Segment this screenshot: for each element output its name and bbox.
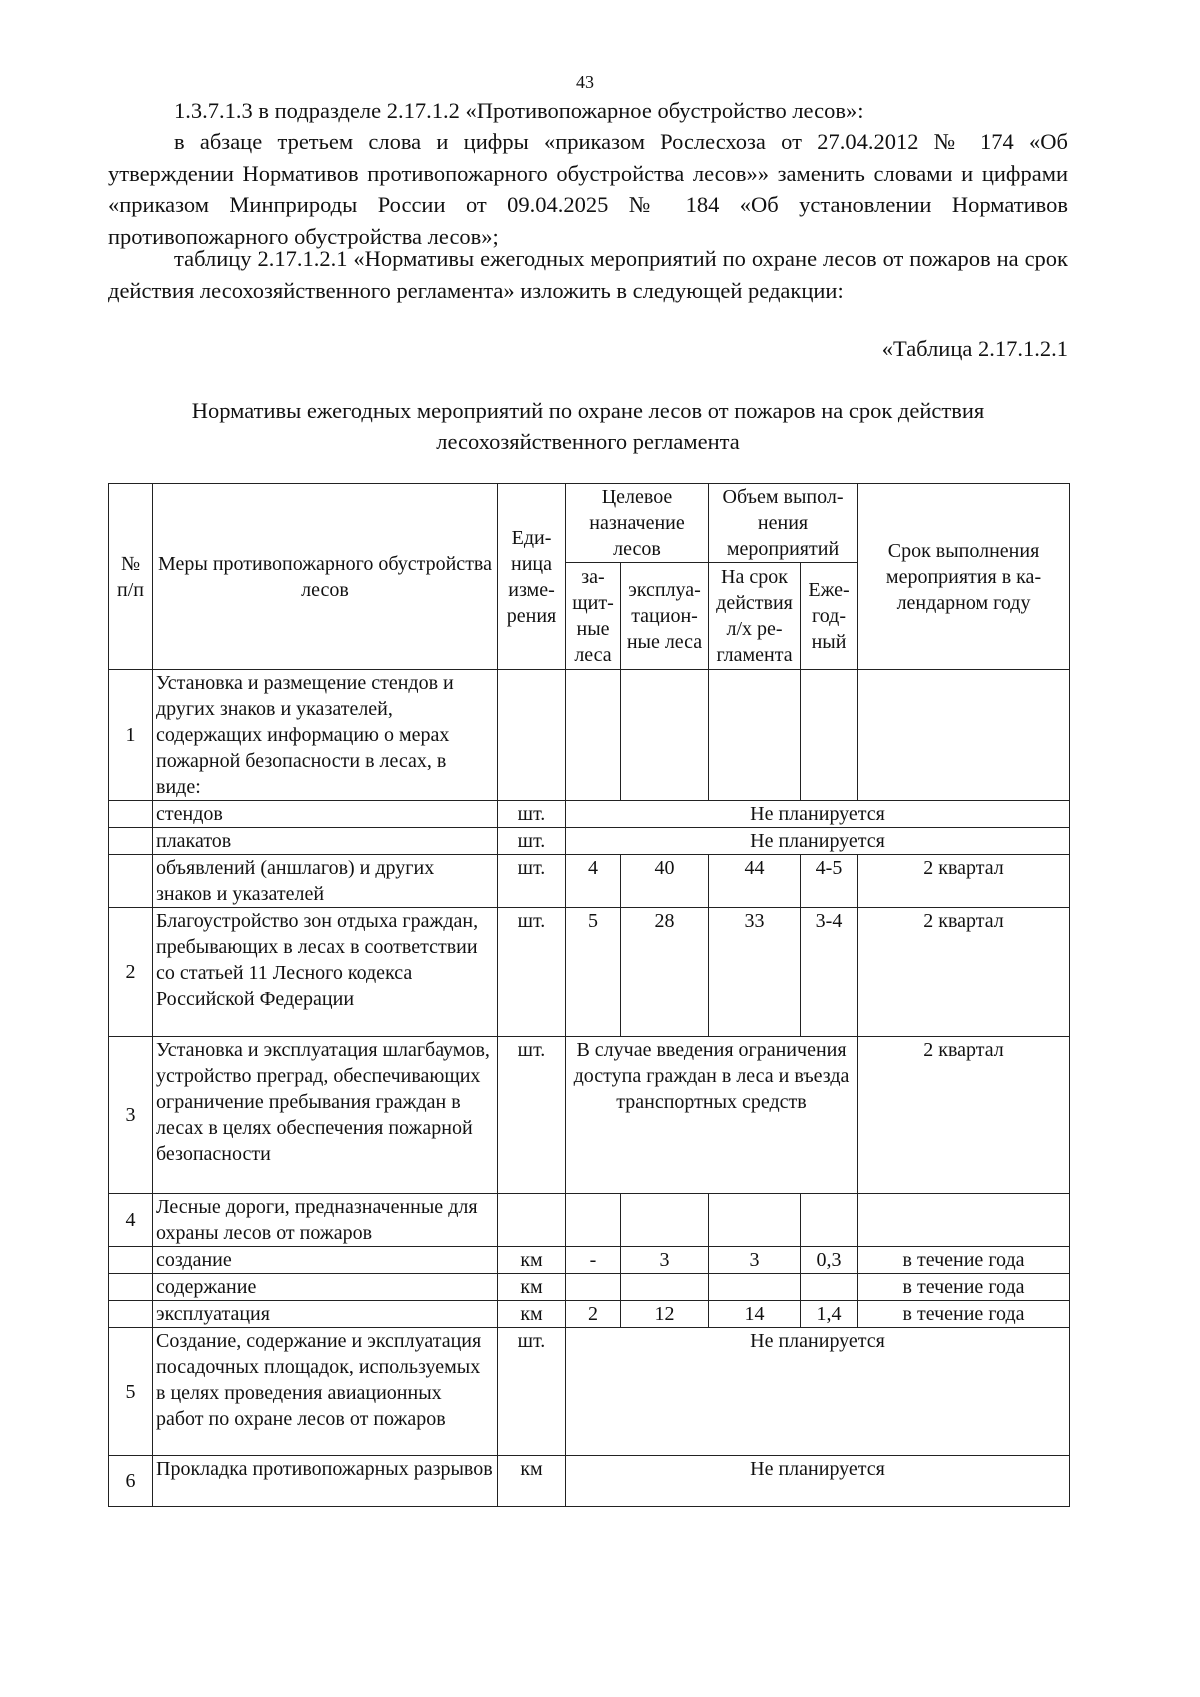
row-not-planned: Не планируется [566,828,1070,855]
row-unit: шт. [498,908,566,1037]
table-row [109,908,1070,1037]
row-not-planned: Не планируется [566,1328,1070,1456]
row-unit [498,670,566,801]
row-deadline: в течение года [858,1301,1070,1328]
row-annual [801,1194,858,1247]
row-number [109,1247,153,1274]
row-number: 3 [109,1037,153,1194]
header-exploitation: эксплуа-тацион-ные леса [621,563,709,670]
table-row [109,1247,1070,1274]
row-exploitation [621,1194,709,1247]
header-protective: за-щит-ные леса [566,563,621,670]
row-deadline: в течение года [858,1247,1070,1274]
row-protective [566,670,621,801]
row-exploitation: 12 [621,1301,709,1328]
row-unit [498,1194,566,1247]
row-protective: 5 [566,908,621,1037]
row-number: 2 [109,908,153,1037]
row-term-total [709,670,801,801]
row-number [109,1301,153,1328]
row-annual: 0,3 [801,1247,858,1274]
row-unit: шт. [498,1037,566,1194]
page-number: 43 [576,72,594,92]
row-term-total: 14 [709,1301,801,1328]
paragraph: таблицу 2.17.1.2.1 «Нормативы ежегодных мероприятий по охране лесов от пожаров на срок действия лесохозяйственного регламента» изложить в следующей редакции: [108,246,1068,303]
row-deadline: 2 квартал [858,1037,1070,1194]
table-row [109,855,1070,908]
row-annual: 3-4 [801,908,858,1037]
row-condition: В случае введения ограничения доступа граждан в леса и въезда транспортных средств [566,1037,858,1194]
table-row [109,1194,1070,1247]
row-number [109,801,153,828]
row-unit: шт. [498,801,566,828]
row-measure: объявлений (аншлагов) и других знаков и указателей [153,855,498,908]
header-measure: Меры противопожарного обустройства лесов [153,484,498,670]
row-unit: шт. [498,828,566,855]
row-measure: Лесные дороги, предназначенные для охраны лесов от пожаров [153,1194,498,1247]
row-exploitation: 3 [621,1247,709,1274]
row-protective: - [566,1247,621,1274]
row-deadline: 2 квартал [858,908,1070,1037]
row-measure: создание [153,1247,498,1274]
row-protective [566,1274,621,1301]
row-deadline: 2 квартал [858,855,1070,908]
row-number: 6 [109,1456,153,1507]
row-term-total [709,1274,801,1301]
row-annual [801,670,858,801]
row-number [109,855,153,908]
row-unit: км [498,1456,566,1507]
table-row [109,828,1070,855]
row-deadline: в течение года [858,1274,1070,1301]
table-title: Нормативы ежегодных мероприятий по охране лесов от пожаров на срок действия лесохозяйственного регламента [191,398,985,454]
header-volume: Объем выпол-нения мероприятий [709,484,858,563]
row-measure: Установка и эксплуатация шлагбаумов, устройство преград, обеспечивающих ограничение пребывания граждан в лесах в целях обеспечения пожарной безопасности [153,1037,498,1194]
row-exploitation: 40 [621,855,709,908]
row-measure: Создание, содержание и эксплуатация посадочных площадок, используемых в целях проведения авиационных работ по охране лесов от пожаров [153,1328,498,1456]
row-deadline [858,670,1070,801]
row-measure: Установка и размещение стендов и других знаков и указателей, содержащих информацию о мерах пожарной безопасности в лесах, в виде: [153,670,498,801]
row-not-planned: Не планируется [566,1456,1070,1507]
header-term-total: На срок действия л/х ре-гламента [709,563,801,670]
header-purpose: Целевое назначение лесов [566,484,709,563]
row-number: 1 [109,670,153,801]
row-protective: 4 [566,855,621,908]
row-protective [566,1194,621,1247]
table-row [109,670,1070,801]
row-number [109,1274,153,1301]
row-measure: плакатов [153,828,498,855]
header-annual: Еже-год-ный [801,563,858,670]
table-row [109,1456,1070,1507]
row-term-total: 33 [709,908,801,1037]
row-term-total: 44 [709,855,801,908]
header-deadline: Срок выполнения мероприятия в ка-лендарном году [858,484,1070,670]
row-annual: 1,4 [801,1301,858,1328]
row-number: 4 [109,1194,153,1247]
row-not-planned: Не планируется [566,801,1070,828]
row-exploitation [621,670,709,801]
header-unit: Еди-ница изме-рения [498,484,566,670]
row-measure: эксплуатация [153,1301,498,1328]
row-annual: 4-5 [801,855,858,908]
row-unit: км [498,1301,566,1328]
row-unit: км [498,1274,566,1301]
row-unit: шт. [498,1328,566,1456]
table-row [109,1037,1070,1194]
row-term-total: 3 [709,1247,801,1274]
paragraph: в абзаце третьем слова и цифры «приказом Рослесхоза от 27.04.2012 № 174 «Об утверждении Нормативов противопожарного обустройства лесов»» заменить словами и цифрами «приказом Минприроды России от 09.04.2025 № 184 «Об установлении Нормативов противопожарного обустройства лесов»; [108,129,1068,249]
row-number [109,828,153,855]
row-deadline [858,1194,1070,1247]
row-protective: 2 [566,1301,621,1328]
table-row [109,801,1070,828]
row-term-total [709,1194,801,1247]
table-row [109,1274,1070,1301]
table-row [109,1301,1070,1328]
row-unit: км [498,1247,566,1274]
row-annual [801,1274,858,1301]
row-measure: Благоустройство зон отдыха граждан, пребывающих в лесах в соответствии со статьей 11 Лесного кодекса Российской Федерации [153,908,498,1037]
row-number: 5 [109,1328,153,1456]
row-exploitation: 28 [621,908,709,1037]
row-measure: Прокладка противопожарных разрывов [153,1456,498,1507]
table-row [109,1328,1070,1456]
row-unit: шт. [498,855,566,908]
fire-prevention-table [108,483,1070,1507]
paragraph: 1.3.7.1.3 в подразделе 2.17.1.2 «Противопожарное обустройство лесов»: [174,98,864,123]
row-measure: содержание [153,1274,498,1301]
header-num: № п/п [109,484,153,670]
table-caption: «Таблица 2.17.1.2.1 [881,336,1068,361]
row-exploitation [621,1274,709,1301]
row-measure: стендов [153,801,498,828]
